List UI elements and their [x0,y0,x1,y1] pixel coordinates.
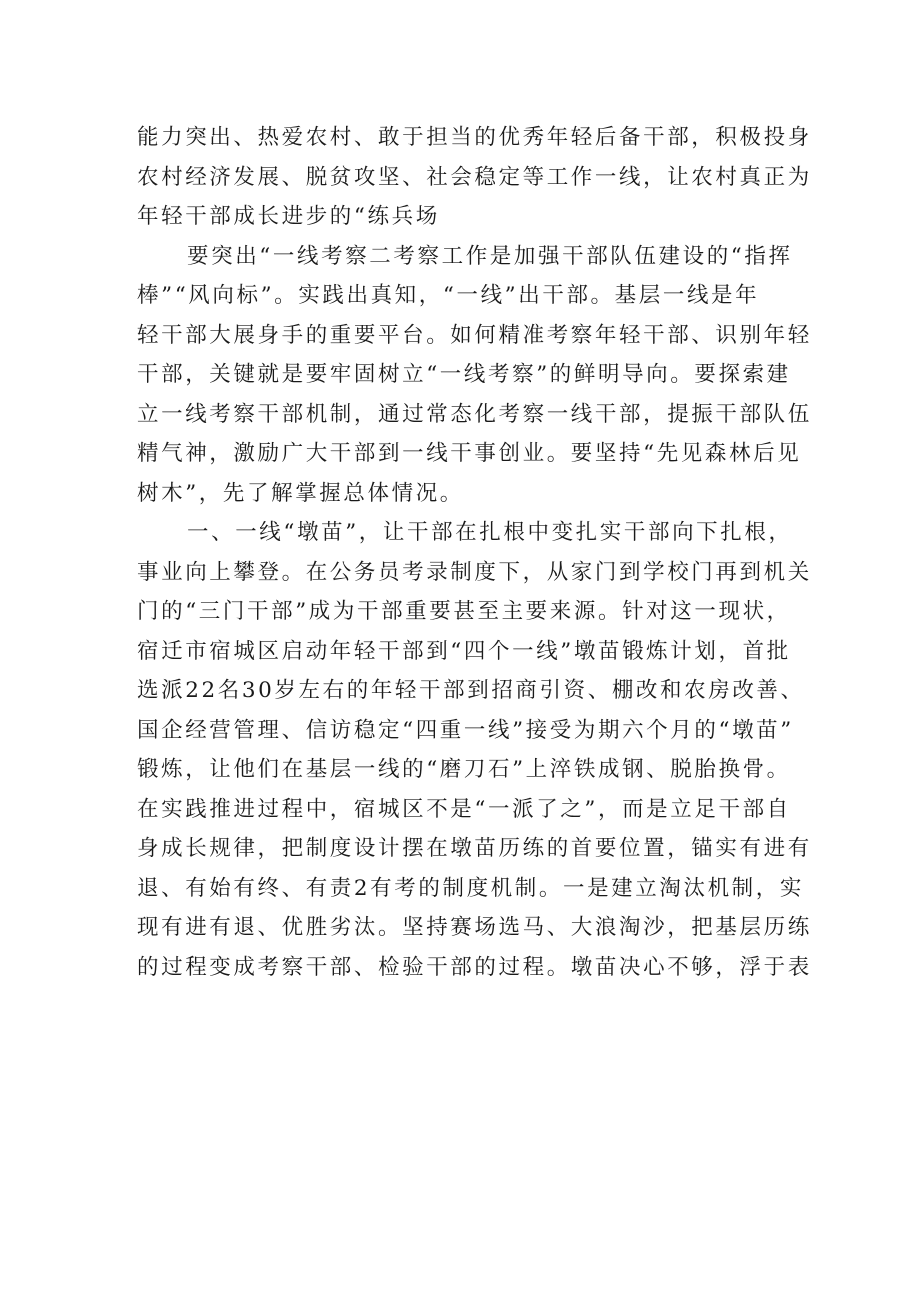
text-line: 门的“三门干部”成为干部重要甚至主要来源。针对这一现状， [137,599,791,624]
paragraph-3 [137,513,812,987]
text-line: 农村经济发展、脱贫攻坚、社会稳定等工作一线，让农村真正为 [137,164,812,190]
text-line: 国企经营管理、信访稳定“四重一线”接受为期六个月的“墩苗” [137,717,794,743]
text-line: 能力突出、热爱农村、敢于担当的优秀年轻后备干部，积极投身 [137,125,812,150]
text-line: 锻炼，让他们在基层一线的“磨刀石”上淬铁成钢、脱胎换骨。 [137,757,791,782]
text-line: 选派22名30岁左右的年轻干部到招商引资、棚改和农房改善、 [137,678,805,703]
text-line: 现有进有退、优胜劣汰。坚持赛场选马、大浪淘沙，把基层历练 [137,915,812,940]
text-line: 立一线考察干部机制，通过常态化考察一线干部，提振干部队伍 [137,401,812,427]
text-line: 干部，关键就是要牢固树立“一线考察”的鲜明导向。要探索建 [137,362,791,387]
text-line: 事业向上攀登。在公务员考录制度下，从家门到学校门再到机关 [137,559,812,585]
text-line: 精气神，激励广大干部到一线干事创业。要坚持“先见森林后见 [137,441,802,466]
text-line: 身成长规律，把制度设计摆在墩苗历练的首要位置，锚实有进有 [137,836,812,861]
text-line: 的过程变成考察干部、检验干部的过程。墩苗决心不够，浮于表 [137,954,812,980]
paragraph-1 [137,118,812,237]
text-line: 棒”“风向标”。实践出真知，“一线”出干部。基层一线是年 [137,283,760,308]
paragraph-2 [137,237,812,514]
text-line: 年轻干部成长进步的“练兵场 [137,204,440,229]
text-line: 树木”，先了解掌握总体情况。 [137,480,464,506]
text-line: 在实践推进过程中，宿城区不是“一派了之”，而是立足干部自 [137,796,791,822]
text-line-indented: 要突出“一线考察二考察工作是加强干部队伍建设的“指挥 [187,243,793,269]
text-line: 退、有始有终、有责2有考的制度机制。一是建立淘汰机制，实 [137,875,804,901]
text-line-indented: 一、一线“墩苗”，让干部在扎根中变扎实干部向下扎根， [187,520,793,545]
text-line: 宿迁市宿城区启动年轻干部到“四个一线”墩苗锻炼计划，首批 [137,638,791,664]
document-body [137,118,812,987]
text-line: 轻干部大展身手的重要平台。如何精准考察年轻干部、识别年轻 [137,322,812,348]
